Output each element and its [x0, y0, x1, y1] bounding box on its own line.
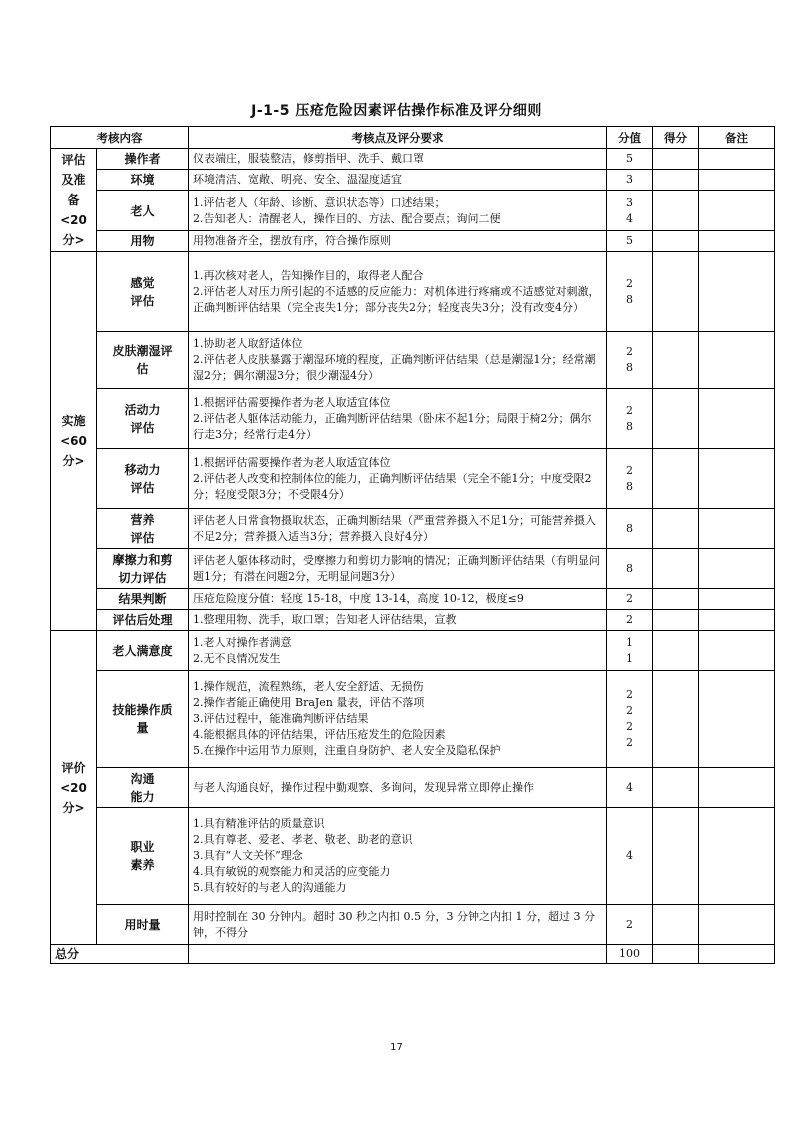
requirement-line: 2.告知老人：清醒老人，操作目的、方法、配合要点；询问二便	[193, 211, 501, 225]
header-score: 得分	[653, 127, 699, 149]
points-cell	[607, 449, 653, 509]
requirement-line: 1.评估老人（年龄、诊断、意识状态等）口述结果；	[193, 195, 446, 209]
points-value: 3	[626, 173, 633, 186]
header-content: 考核内容	[51, 127, 189, 149]
points-value: 2	[626, 463, 633, 477]
header-remarks: 备注	[699, 127, 775, 149]
remarks-cell	[699, 905, 775, 945]
assessment-item: 技能操作质 量	[97, 671, 189, 768]
points-cell	[607, 149, 653, 170]
points-value: 8	[626, 361, 633, 374]
points-value: 2	[626, 613, 633, 626]
requirement-cell	[189, 449, 607, 509]
points-value: 2	[626, 592, 633, 605]
assessment-item: 环境	[97, 170, 189, 191]
header-requirements: 考核点及评分要求	[189, 127, 607, 149]
assessment-item: 用时量	[97, 905, 189, 945]
table-row	[51, 231, 775, 252]
earned-score-cell	[653, 610, 699, 631]
requirement-cell	[189, 589, 607, 610]
table-row	[51, 631, 775, 671]
remarks-cell	[699, 589, 775, 610]
earned-score-cell	[653, 671, 699, 768]
points-value: 1	[626, 635, 633, 649]
requirement-line: 2.操作者能正确使用 BraJen 量表，评估不落项	[193, 696, 425, 709]
requirement-line: 仪表端庄，服装整洁，修剪指甲、洗手、戴口罩	[193, 152, 424, 165]
requirement-line: 压疮危险度分值：轻度 15-18，中度 13-14，高度 10-12，极度≤9	[193, 592, 524, 605]
page-number: 17	[390, 1042, 403, 1053]
points-value: 2	[626, 345, 633, 358]
requirement-line: 1.协助老人取舒适体位	[193, 337, 303, 350]
earned-score-cell	[653, 549, 699, 589]
requirement-line: 用物准备齐全，摆放有序，符合操作原则	[193, 234, 391, 247]
requirement-cell	[189, 808, 607, 905]
points-cell	[607, 332, 653, 389]
assessment-item: 摩擦力和剪 切力评估	[97, 549, 189, 589]
requirement-line: 1.根据评估需要操作者为老人取适宜体位	[193, 395, 391, 409]
requirement-line: 2.评估老人皮肤暴露于潮湿环境的程度，正确判断评估结果（总是潮湿1分；经常潮湿2分；偶尔潮湿3分；很少潮湿4分）	[193, 353, 596, 382]
remarks-cell	[699, 389, 775, 449]
points-cell	[607, 170, 653, 191]
table-row	[51, 252, 775, 332]
document-title: J-1-5 压疮危险因素评估操作标准及评分细则	[251, 103, 542, 119]
requirement-line: 1.整理用物、洗手，取口罩；告知老人评估结果，宣教	[193, 613, 457, 626]
requirement-line: 2.评估老人对压力所引起的不适感的反应能力：对机体进行疼痛或不适感觉对刺激，正确判断评估结果（完全丧失1分；部分丧失2分；轻度丧失3分；没有改变4分）	[193, 284, 600, 314]
points-value: 5	[626, 152, 633, 165]
remarks-cell	[699, 231, 775, 252]
points-value: 1	[626, 651, 633, 665]
earned-score-cell	[653, 768, 699, 808]
table-row	[51, 549, 775, 589]
table-row	[51, 191, 775, 231]
requirement-cell	[189, 549, 607, 589]
remarks-cell	[699, 768, 775, 808]
table-body	[51, 149, 775, 964]
scoring-table	[50, 126, 775, 964]
points-cell	[607, 589, 653, 610]
section-label: 评价 <20 分>	[51, 631, 97, 945]
table-row	[51, 149, 775, 170]
remarks-cell	[699, 808, 775, 905]
points-value: 3	[626, 195, 633, 209]
requirement-cell	[189, 610, 607, 631]
requirement-cell	[189, 149, 607, 170]
points-value: 8	[626, 561, 633, 575]
earned-score-cell	[653, 808, 699, 905]
total-requirements-cell	[189, 945, 607, 964]
requirement-line: 1.再次核对老人，告知操作目的，取得老人配合	[193, 268, 424, 282]
assessment-item: 感觉 评估	[97, 252, 189, 332]
requirement-cell	[189, 509, 607, 549]
assessment-item: 用物	[97, 231, 189, 252]
points-value: 8	[626, 479, 633, 493]
total-label: 总分	[51, 945, 189, 964]
requirement-cell	[189, 332, 607, 389]
points-value: 8	[626, 292, 633, 306]
points-cell	[607, 768, 653, 808]
assessment-item: 老人	[97, 191, 189, 231]
requirement-cell	[189, 252, 607, 332]
remarks-cell	[699, 549, 775, 589]
requirement-line: 3.评估过程中，能准确判断评估结果	[193, 712, 369, 725]
points-cell	[607, 671, 653, 768]
requirement-line: 5.在操作中运用节力原则，注重自身防护、老人安全及隐私保护	[193, 744, 501, 757]
earned-score-cell	[653, 389, 699, 449]
assessment-item: 职业 素养	[97, 808, 189, 905]
table-row	[51, 170, 775, 191]
requirement-line: 1.操作规范，流程熟练，老人安全舒适、无损伤	[193, 680, 424, 693]
remarks-cell	[699, 631, 775, 671]
total-score: 100	[607, 945, 653, 964]
points-value: 2	[626, 688, 633, 701]
earned-score-cell	[653, 905, 699, 945]
points-cell	[607, 231, 653, 252]
points-cell	[607, 610, 653, 631]
requirement-cell	[189, 671, 607, 768]
requirement-line: 2.评估老人改变和控制体位的能力，正确判断评估结果（完全不能1分；中度受限2分；轻度受限3分；不受限4分）	[193, 471, 592, 501]
table-row	[51, 671, 775, 768]
assessment-item: 操作者	[97, 149, 189, 170]
assessment-item: 结果判断	[97, 589, 189, 610]
earned-score-cell	[653, 231, 699, 252]
requirement-cell	[189, 389, 607, 449]
earned-score-cell	[653, 170, 699, 191]
table-row	[51, 449, 775, 509]
requirement-cell	[189, 631, 607, 671]
requirement-line: 2.无不良情况发生	[193, 651, 281, 665]
requirement-line: 用时控制在 30 分钟内。超时 30 秒之内扣 0.5 分，3 分钟之内扣 1 分，超过 3 分钟，不得分	[193, 909, 595, 939]
requirement-line: 与老人沟通良好，操作过程中勤观察、多询问，发现异常立即停止操作	[193, 780, 534, 794]
total-earned-cell	[653, 945, 699, 964]
requirement-cell	[189, 191, 607, 231]
assessment-item: 皮肤潮湿评 估	[97, 332, 189, 389]
requirement-cell	[189, 170, 607, 191]
remarks-cell	[699, 671, 775, 768]
earned-score-cell	[653, 149, 699, 170]
points-value: 4	[626, 211, 633, 225]
requirement-line: 3.具有“人文关怀”理念	[193, 849, 303, 862]
table-row	[51, 589, 775, 610]
remarks-cell	[699, 252, 775, 332]
assessment-item: 移动力 评估	[97, 449, 189, 509]
points-value: 2	[626, 736, 633, 749]
table-row	[51, 509, 775, 549]
header-points: 分值	[607, 127, 653, 149]
requirement-line: 评估老人躯体移动时，受摩擦力和剪切力影响的情况；正确判断评估结果（有明显问题1分；有潜在问题2分，无明显问题3分）	[193, 553, 600, 583]
remarks-cell	[699, 610, 775, 631]
points-value: 4	[626, 849, 633, 862]
section-label: 评估 及准 备<20 分>	[51, 149, 97, 252]
requirement-line: 4.具有敏锐的观察能力和灵活的应变能力	[193, 865, 391, 878]
table-row	[51, 808, 775, 905]
requirement-line: 5.具有较好的与老人的沟通能力	[193, 881, 347, 894]
points-cell	[607, 509, 653, 549]
requirement-line: 评估老人日常食物摄取状态，正确判断结果（严重营养摄入不足1分；可能营养摄入不足2分；营养摄入适当3分；营养摄入良好4分）	[193, 513, 596, 543]
earned-score-cell	[653, 252, 699, 332]
table-row	[51, 389, 775, 449]
points-cell	[607, 905, 653, 945]
requirement-line: 1.具有精准评估的质量意识	[193, 817, 325, 830]
earned-score-cell	[653, 509, 699, 549]
assessment-item: 活动力 评估	[97, 389, 189, 449]
earned-score-cell	[653, 449, 699, 509]
requirement-cell	[189, 905, 607, 945]
table-row	[51, 332, 775, 389]
table-row	[51, 905, 775, 945]
table-row	[51, 768, 775, 808]
earned-score-cell	[653, 631, 699, 671]
points-value: 2	[626, 704, 633, 717]
requirement-line: 2.具有尊老、爱老、孝老、敬老、助老的意识	[193, 833, 413, 846]
points-value: 8	[626, 419, 633, 433]
assessment-item: 沟通 能力	[97, 768, 189, 808]
requirement-line: 1.根据评估需要操作者为老人取适宜体位	[193, 455, 391, 469]
points-cell	[607, 389, 653, 449]
points-value: 4	[626, 780, 633, 794]
table-header-row	[51, 127, 775, 149]
remarks-cell	[699, 149, 775, 170]
assessment-item: 评估后处理	[97, 610, 189, 631]
requirement-line: 1.老人对操作者满意	[193, 635, 292, 649]
requirement-line: 环境清洁、宽敞、明亮、安全、温湿度适宜	[193, 173, 402, 186]
requirement-cell	[189, 231, 607, 252]
remarks-cell	[699, 332, 775, 389]
section-label: 实施 <60 分>	[51, 252, 97, 631]
points-cell	[607, 631, 653, 671]
assessment-item: 老人满意度	[97, 631, 189, 671]
points-cell	[607, 191, 653, 231]
requirement-line: 4.能根据具体的评估结果，评估压疮发生的危险因素	[193, 728, 446, 741]
points-value: 8	[626, 521, 633, 535]
points-cell	[607, 252, 653, 332]
table-row	[51, 610, 775, 631]
assessment-item: 营养 评估	[97, 509, 189, 549]
earned-score-cell	[653, 589, 699, 610]
points-value: 5	[626, 234, 633, 247]
remarks-cell	[699, 509, 775, 549]
points-cell	[607, 549, 653, 589]
points-value: 2	[626, 917, 633, 931]
points-value: 2	[626, 720, 633, 733]
points-cell	[607, 808, 653, 905]
total-remarks-cell	[699, 945, 775, 964]
points-value: 2	[626, 403, 633, 417]
requirement-line: 2.评估老人躯体活动能力，正确判断评估结果（卧床不起1分；局限于椅2分；偶尔行走3分；经常行走4分）	[193, 411, 592, 441]
requirement-cell	[189, 768, 607, 808]
points-value: 2	[626, 276, 633, 290]
remarks-cell	[699, 170, 775, 191]
remarks-cell	[699, 191, 775, 231]
remarks-cell	[699, 449, 775, 509]
earned-score-cell	[653, 332, 699, 389]
earned-score-cell	[653, 191, 699, 231]
total-row	[51, 945, 775, 964]
